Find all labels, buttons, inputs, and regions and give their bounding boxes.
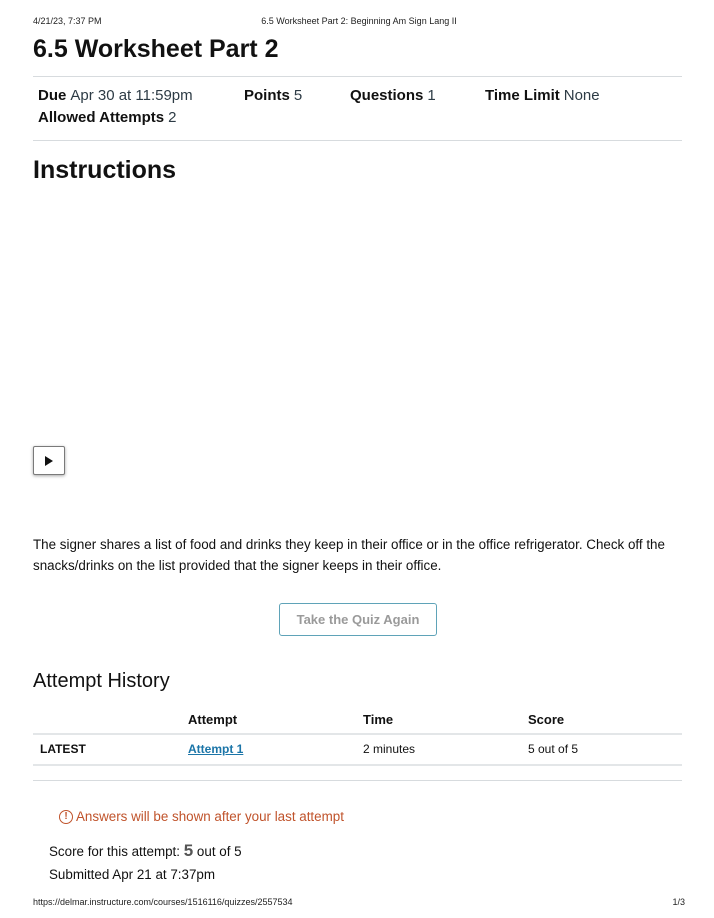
questions-value: 1 (427, 87, 436, 104)
print-url: https://delmar.instructure.com/courses/1516116/quizzes/2557534 (33, 897, 293, 907)
points-label: Points (244, 87, 290, 104)
score-prefix: Score for this attempt: (49, 844, 180, 859)
time-limit-label: Time Limit (485, 87, 560, 104)
attempt-score: 5 out of 5 (528, 742, 579, 756)
print-datetime: 4/21/23, 7:37 PM (33, 16, 102, 26)
due-value: Apr 30 at 11:59pm (70, 87, 193, 104)
instructions-heading: Instructions (33, 156, 177, 184)
divider (33, 780, 682, 781)
questions-label: Questions (350, 87, 424, 104)
points-value: 5 (293, 87, 303, 104)
quiz-title: 6.5 Worksheet Part 2 (33, 35, 279, 63)
video-play-button[interactable] (33, 446, 65, 475)
print-doc-title: 6.5 Worksheet Part 2: Beginning Am Sign Lang II (261, 16, 457, 26)
time-limit-value: None (563, 87, 600, 104)
column-header-time: Time (363, 712, 394, 727)
table-header (33, 704, 682, 735)
attempts-label: Allowed Attempts (38, 109, 165, 126)
column-header-score: Score (528, 712, 565, 727)
attempt-time: 2 minutes (363, 742, 416, 756)
score-summary (49, 841, 242, 861)
column-header-attempt: Attempt (188, 712, 238, 727)
score-suffix: out of 5 (196, 844, 242, 859)
play-icon (45, 456, 53, 466)
submitted-time: Submitted Apr 21 at 7:37pm (49, 867, 215, 882)
attempt-link[interactable]: Attempt 1 (188, 742, 244, 756)
latest-tag: LATEST (40, 742, 86, 756)
exclamation-circle-icon: ! (59, 810, 73, 824)
alert-text: Answers will be shown after your last attempt (76, 809, 344, 824)
print-footer (33, 897, 685, 907)
divider (33, 76, 682, 77)
questions-detail (350, 87, 436, 104)
attempt-history-heading: Attempt History (33, 670, 170, 692)
attempt-history-table (33, 704, 682, 766)
table-row (33, 735, 682, 766)
quiz-details (38, 87, 678, 131)
due-label: Due (38, 87, 67, 104)
instructions-text: The signer shares a list of food and drinks they keep in their office or in the office refrigerator. Check off the snacks/drinks on the list provided that the signer keeps in their office. (33, 537, 665, 573)
score-value: 5 (183, 841, 194, 860)
points-detail (244, 87, 302, 104)
due-detail (38, 87, 193, 104)
print-page-number: 1/3 (672, 897, 685, 907)
time-limit-detail (485, 87, 600, 104)
attempts-detail (38, 109, 176, 126)
divider (33, 140, 682, 141)
take-quiz-again-button[interactable]: Take the Quiz Again (279, 603, 437, 636)
answers-alert (59, 809, 344, 824)
attempts-value: 2 (168, 109, 177, 126)
